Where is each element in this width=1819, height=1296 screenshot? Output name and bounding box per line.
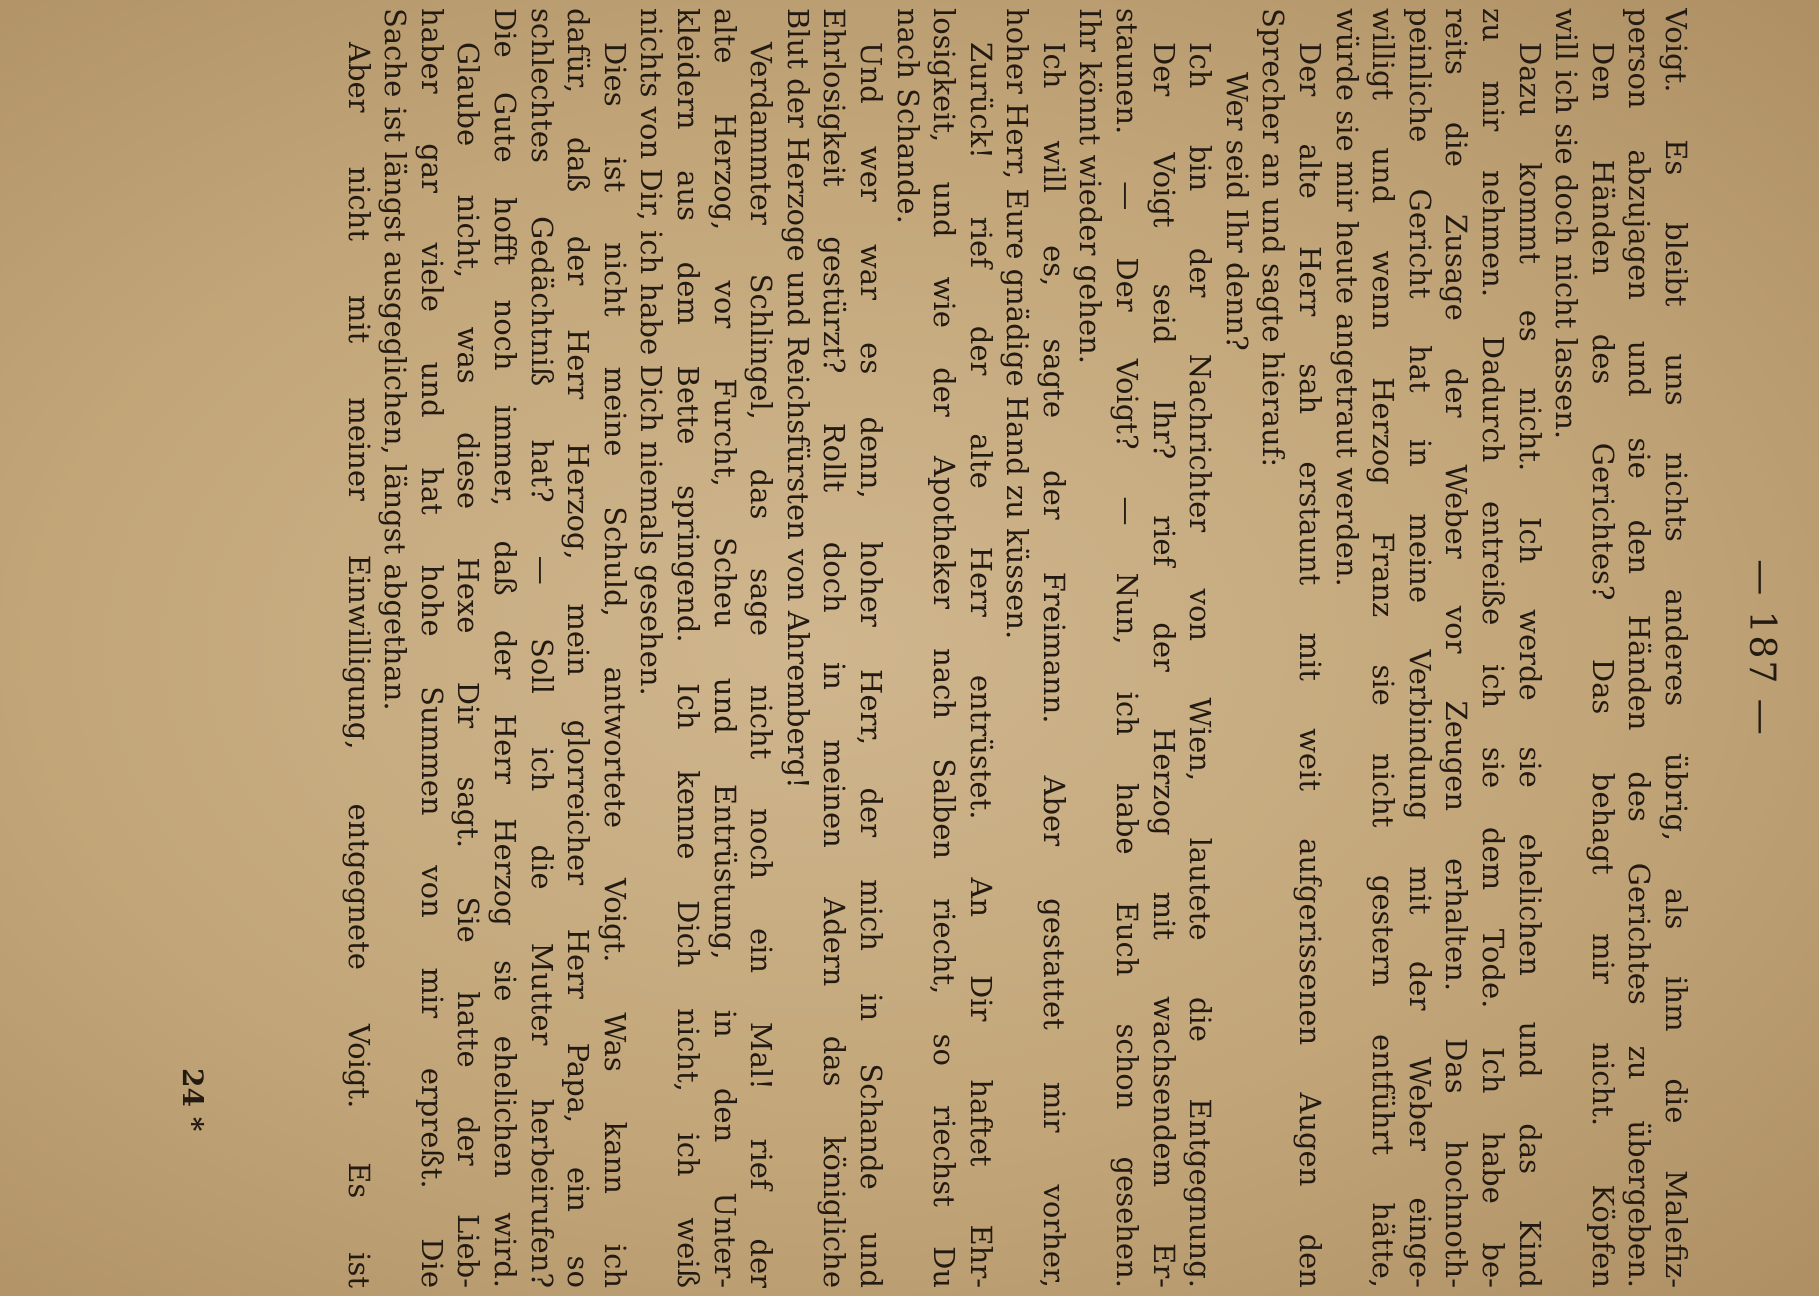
text-line: Und wer war es denn, hoher Herr, der mich in Schande und: [853, 42, 888, 1288]
text-line: nichts von Dir, ich habe Dich niemals gesehen.: [634, 8, 669, 696]
text-line: Verdammter Schlingel, das sage nicht noch ein Mal! rief der: [744, 42, 779, 1288]
text-line: haber gar viele und hat hohe Summen von mir erpreßt. Die: [414, 8, 449, 1288]
text-line: Ich will es, sagte der Freimann. Aber gestattet mir vorher,: [1036, 42, 1071, 1288]
text-line: Die Gute hofft noch immer, daß der Herr Herzog sie ehelichen wird.: [488, 8, 522, 1288]
text-line: Den Händen des Gerichtes? Das behagt mir nicht. Köpfen: [1585, 42, 1620, 1288]
text-line: zu mir nehmen. Dadurch entreiße ich sie dem Tode. Ich habe be-: [1476, 8, 1511, 1288]
text-line: reits die Zusage der Weber vor Zeugen erhalten. Das hochnoth-: [1439, 8, 1474, 1288]
text-line: Aber nicht mit meiner Einwilligung, entgegnete Voigt. Es ist: [341, 42, 376, 1288]
text-line: würde sie mir heute angetraut werden.: [1329, 8, 1364, 587]
text-line: will ich sie doch nicht lassen.: [1549, 8, 1584, 440]
text-line: Ehrlosigkeit gestürzt? Rollt doch in meinen Adern das königliche: [817, 8, 852, 1288]
text-line: schlechtes Gedächtniß hat? — Soll ich die Mutter herbeirufen?: [524, 8, 559, 1288]
text-line: Wer seid Ihr denn?: [1219, 72, 1254, 351]
text-line: Zurück! rief der alte Herr entrüstet. An Dir haftet Ehr-: [963, 42, 998, 1288]
text-line: Glaube nicht, was diese Hexe Dir sagt. Sie hatte der Lieb-: [451, 42, 486, 1288]
text-line: Sprecher an und sagte hierauf:: [1256, 8, 1291, 468]
text-line: Der Voigt seid Ihr? rief der Herzog mit wachsendem Er-: [1146, 42, 1181, 1288]
text-line: hoher Herr, Eure gnädige Hand zu küssen.: [1000, 8, 1035, 640]
text-line: Dies ist nicht meine Schuld, antwortete Voigt. Was kann ich: [597, 42, 632, 1288]
rotated-text-block: [166, 8, 1806, 1288]
text-line: Voigt. Es bleibt uns nichts anderes übrig, als ihm die Malefiz-: [1659, 8, 1693, 1288]
text-line: nach Schande.: [890, 8, 925, 224]
text-line: person abzujagen und sie den Händen des Gerichtes zu übergeben.: [1622, 8, 1657, 1288]
printer-signature-mark: 24 *: [176, 1068, 209, 1132]
text-line: alte Herzog, vor Furcht, Scheu und Entrüstung, in den Unter-: [707, 8, 742, 1288]
text-line: Ich bin der Nachrichter von Wien, lautete die Entgegnung.: [1183, 42, 1218, 1288]
text-line: staunen. — Der Voigt? — Nun, ich habe Euch schon gesehen.: [1110, 8, 1145, 1288]
text-line: willigt und wenn Herzog Franz sie nicht gestern entführt hätte,: [1366, 8, 1401, 1288]
text-line: losigkeit, und wie der Apotheker nach Salben riecht, so riechst Du: [927, 8, 962, 1288]
text-line: Blut der Herzoge und Reichsfürsten von Ahremberg!: [780, 8, 815, 789]
page-number-header: — 187 —: [1741, 559, 1782, 737]
text-line: dafür, daß der Herr Herzog, mein glorreicher Herr Papa, ein so: [561, 8, 596, 1288]
text-line: kleidern aus dem Bette springend. Ich kenne Dich nicht, ich weiß: [670, 8, 705, 1288]
text-line: peinliche Gericht hat in meine Verbindung mit der Weber einge-: [1402, 8, 1437, 1288]
page-body-text: [340, 8, 1694, 1288]
text-line: Sache ist längst ausgeglichen, längst abgethan.: [378, 8, 413, 711]
text-line: Der alte Herr sah erstaunt mit weit aufgerissenen Augen den: [1293, 42, 1328, 1288]
text-line: Ihr könnt wieder gehen.: [1073, 8, 1108, 365]
text-line: Dazu kommt es nicht. Ich werde sie ehelichen und das Kind: [1512, 42, 1547, 1288]
